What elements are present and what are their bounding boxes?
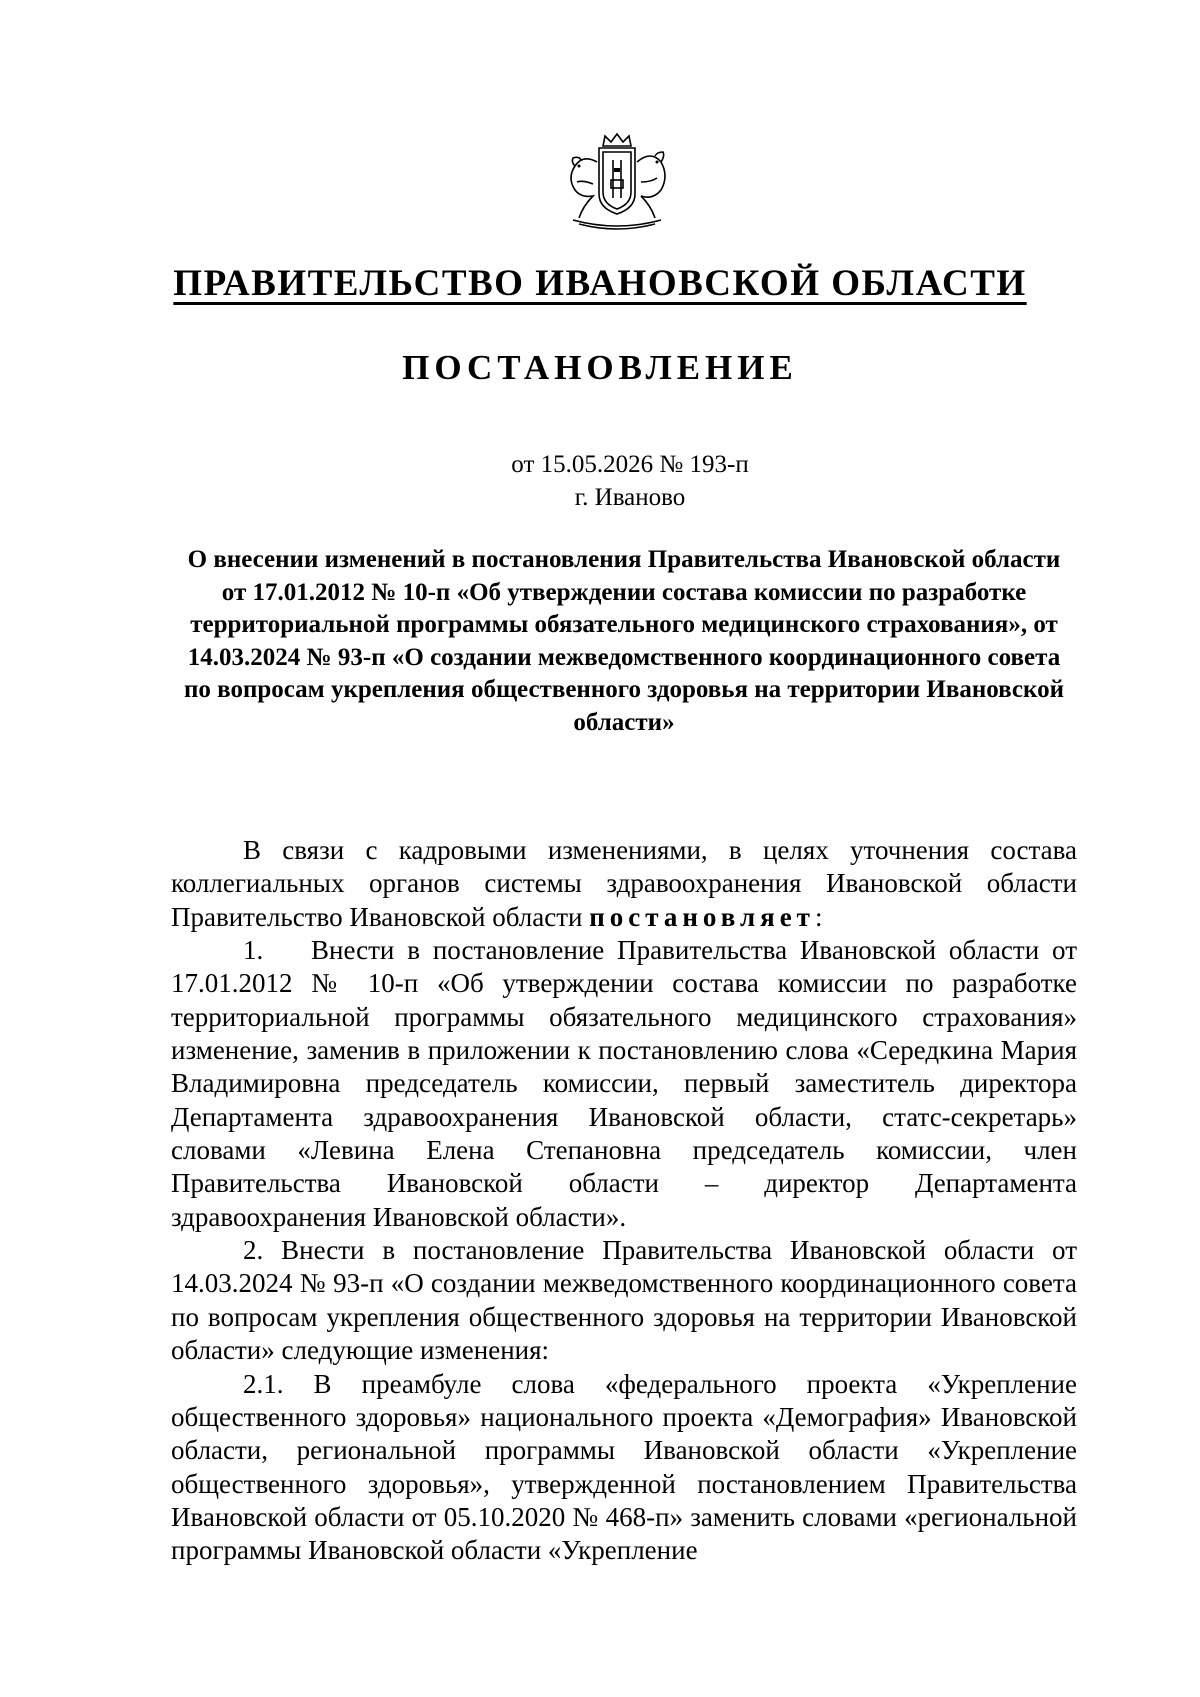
item-2-1-paragraph: 2.1. В преамбуле слова «федерального проекта «Укрепление общественного здоровья» национального проекта «Демография» Ивановской области, региональной программы Ивановской области «Укрепление общественного здоровья», утвержденной постановлением Правительства Ивановской области от 05.10.2020 № 468-п» заменить словами «региональной программы Ивановской области «Укрепление [171, 1368, 1077, 1566]
item-1-paragraph [171, 934, 1077, 1234]
document-body [171, 834, 1077, 1568]
item-1-number: 1. [243, 935, 264, 966]
decree-colon: : [814, 901, 823, 932]
document-subject: О внесении изменений в постановления Правительства Ивановской области от 17.01.2012 № 10-п «Об утверждении состава комиссии по разработке территориальной программы обязательного медицинского страхования», от 14.03.2024 № 93-п «О создании межведомственного координационного совета по вопросам укрепления общественного здоровья на территории Ивановской области» [183, 546, 1065, 736]
document-type: ПОСТАНОВЛЕНИЕ [402, 348, 798, 387]
government-name-text: ПРАВИТЕЛЬСТВО ИВАНОВСКОЙ ОБЛАСТИ [173, 263, 1027, 304]
coat-of-arms-icon [553, 132, 681, 230]
government-name [0, 262, 1200, 306]
preamble-paragraph [171, 834, 1077, 934]
document-date-number: от 15.05.2026 № 193-п [511, 451, 749, 478]
document-city: г. Иваново [574, 484, 686, 511]
item-2-paragraph: 2. Внести в постановление Правительства Ивановской области от 14.03.2024 № 93-п «О создании межведомственного координационного совета по вопросам укрепления общественного здоровья на территории Ивановской области» следующие изменения: [171, 1235, 1077, 1366]
item-1-text: Внести в постановление Правительства Ивановской области от 17.01.2012 № 10-п «Об утверждении состава комиссии по разработке территориальной программы обязательного медицинского страхования» изменение, заменив в приложении к постановлению слова «Середкина Мария Владимировна председатель комиссии, первый заместитель директора Департамента здравоохранения Ивановской области, статс-секретарь» словами «Левина Елена Степановна председатель комиссии, член Правительства Ивановской области – директор Департамента здравоохранения Ивановской области». [171, 935, 1077, 1232]
decree-word: постановляет [589, 901, 815, 932]
preamble-text: В связи с кадровыми изменениями, в целях уточнения состава коллегиальных органов системы здравоохранения Ивановской области Правительство Ивановской области [171, 835, 1077, 932]
